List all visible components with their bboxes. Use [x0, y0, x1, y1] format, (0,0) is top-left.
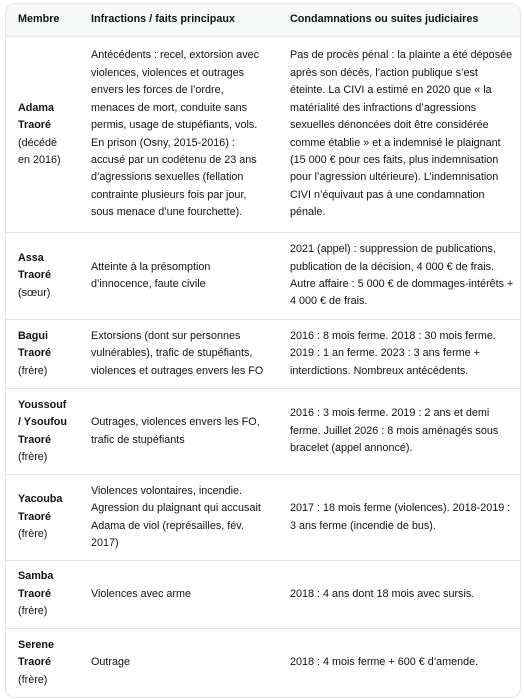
- table-row: [6, 233, 520, 320]
- infractions-cell: Antécédents : recel, extorsion avec violences, violences et outrages envers les forces de l’ordre, menaces de mort, conduite sans permis, usage de stupéfiants, vols. En prison (Osny, 2015-2016) : accusé par un codétenu de 23 ans d’agressions sexuelles (fellation contrainte plusieurs fois par jour, sous menace d’une fourchette).: [77, 37, 274, 233]
- member-name-last: Traoré: [18, 587, 52, 600]
- condemnations-cell: 2016 : 3 mois ferme. 2019 : 2 ans et demi ferme. Juillet 2026 : 8 mois aménagés sous bracelet (appel annoncé).: [274, 389, 520, 475]
- infractions-cell: Extorsions (dont sur personnes vulnérables), trafic de stupéfiants, violences et outrages envers les FO: [77, 320, 274, 389]
- member-cell: [6, 475, 77, 561]
- condemnations-cell: 2018 : 4 ans dont 18 mois avec sursis.: [274, 561, 520, 629]
- member-note: (frère): [18, 528, 48, 541]
- table-row: [6, 37, 520, 233]
- infractions-cell: Atteinte à la présomption d’innocence, faute civile: [77, 233, 274, 320]
- member-cell: [6, 233, 77, 320]
- table-row: [6, 389, 520, 475]
- table-row: [6, 561, 520, 629]
- member-note: (sœur): [18, 286, 51, 299]
- header-infractions: Infractions / faits principaux: [77, 4, 274, 37]
- member-name-first: Yacouba: [18, 493, 63, 506]
- member-cell: [6, 37, 77, 233]
- member-note: (décédé en 2016): [18, 136, 61, 166]
- infractions-cell: Outrage: [91, 656, 131, 669]
- table-row: [6, 320, 520, 389]
- member-name-first: Bagui: [18, 329, 48, 342]
- condemnations-cell: Pas de procès pénal : la plainte a été déposée après son décès, l’action publique s’est éteinte. La CIVI a estimé en 2020 que « la matérialité des infractions d’agressions sexuelles dénoncées doit être considérée comme établie » et a indemnisé le plaignant (15 000 € pour ces faits, plus indemnisation pour l’agression ultérieure). L’indemnisation CIVI n’équivaut pas à une condamnation pénale.: [274, 37, 520, 233]
- member-note: (frère): [18, 364, 48, 377]
- infractions-cell: Violences volontaires, incendie. Agression du plaignant qui accusait Adama de viol (représailles, fév. 2017): [77, 475, 274, 561]
- member-cell: [6, 320, 77, 389]
- member-name-first: Youssouf: [18, 398, 67, 411]
- member-cell: [6, 389, 77, 475]
- member-name-first: Assa: [18, 251, 44, 264]
- member-name-last: Traoré: [18, 119, 52, 132]
- table-header-row: [6, 4, 520, 37]
- condemnations-cell: 2016 : 8 mois ferme. 2018 : 30 mois ferme. 2019 : 1 an ferme. 2023 : 3 ans ferme + interdictions. Nombreux antécédents.: [274, 320, 520, 389]
- member-name-first: Serene: [18, 638, 55, 651]
- member-note: (frère): [18, 605, 48, 618]
- member-cell: [6, 629, 77, 698]
- condemnations-cell: 2021 (appel) : suppression de publications, publication de la décision, 4 000 € de frais. Autre affaire : 5 000 € de dommages-intérêts + 4 000 € de frais.: [274, 233, 520, 320]
- table-body: [6, 37, 520, 698]
- condemnations-cell: 2017 : 18 mois ferme (violences). 2018-2019 : 3 ans ferme (incendie de bus).: [274, 475, 520, 561]
- family-convictions-table: [6, 4, 520, 697]
- table-row: [6, 629, 520, 698]
- member-name-last: Traoré: [18, 347, 52, 360]
- member-name-first: Adama: [18, 101, 55, 114]
- member-name-last: Traoré: [18, 510, 52, 523]
- table-header: [6, 4, 520, 37]
- member-name-last: / Ysoufou Traoré: [18, 416, 67, 446]
- member-note: (frère): [18, 450, 48, 463]
- header-condemnations: Condamnations ou suites judiciaires: [274, 4, 520, 37]
- member-name-last: Traoré: [18, 269, 52, 282]
- member-name-last: Traoré: [18, 656, 52, 669]
- infractions-cell: Outrages, violences envers les FO, trafic de stupéfiants: [77, 389, 274, 475]
- member-cell: [6, 561, 77, 629]
- infractions-cell: Violences avec arme: [77, 561, 274, 629]
- condemnations-cell: 2018 : 4 mois ferme + 600 € d’amende.: [290, 656, 479, 669]
- member-note: (frère): [18, 673, 48, 686]
- member-name-first: Samba: [18, 570, 54, 583]
- family-convictions-table-container: [5, 3, 521, 698]
- header-member: Membre: [6, 4, 77, 37]
- table-row: [6, 475, 520, 561]
